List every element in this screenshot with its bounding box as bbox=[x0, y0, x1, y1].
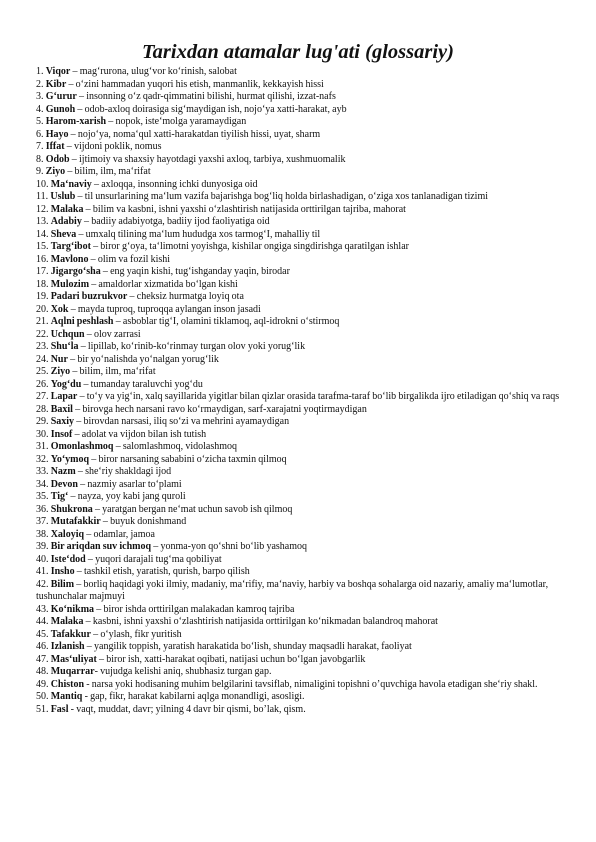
page-title: Tarixdan atamalar lug'ati (glossariy) bbox=[142, 41, 454, 63]
entry-definition: – til unsurlarining ma‘lum vazifa bajarishga bog‘liq holda birlashadigan, o‘ziga xos tanlanadigan tizimi bbox=[75, 191, 489, 202]
entry-definition: – biror ishda orttirilgan malakadan kamroq tajriba bbox=[94, 603, 295, 615]
entry-number: 38. bbox=[36, 528, 49, 540]
entry-number: 20. bbox=[36, 303, 49, 315]
entry-term: Xok bbox=[50, 303, 69, 315]
entry-term: Bilim bbox=[50, 578, 75, 590]
entry-number: 47. bbox=[36, 653, 49, 665]
glossary-entry bbox=[36, 91, 560, 104]
entry-number: 41. bbox=[36, 566, 49, 577]
entry-number: 5. bbox=[36, 116, 44, 127]
entry-term: Tafakkur bbox=[50, 628, 91, 640]
entry-definition: – she‘riy shakldagi ijod bbox=[75, 466, 172, 477]
entry-definition: – bir yo‘nalishda yo‘nalgan yorug‘lik bbox=[67, 353, 219, 365]
entry-term: Insho bbox=[50, 566, 75, 577]
entry-term: Malaka bbox=[50, 616, 84, 627]
entry-definition: – umxalq tilining ma‘lum hududga xos tarmog‘I, mahalliy til bbox=[76, 228, 321, 240]
entry-term: Odob bbox=[45, 153, 70, 165]
glossary-entry bbox=[36, 141, 560, 154]
entry-number: 44. bbox=[36, 616, 49, 627]
entry-number: 37. bbox=[36, 516, 49, 527]
glossary-entry bbox=[36, 216, 560, 229]
glossary-entry bbox=[36, 666, 560, 679]
entry-term: Hayo bbox=[45, 128, 69, 140]
glossary-entry bbox=[36, 166, 560, 179]
entry-term: Jigargo‘sha bbox=[50, 266, 101, 277]
entry-number: 21. bbox=[36, 316, 49, 327]
entry-number: 16. bbox=[36, 253, 49, 265]
glossary-entry bbox=[36, 316, 560, 329]
glossary-entry bbox=[36, 366, 560, 379]
entry-definition: – insonning o‘z qadr-qimmatini bilishi, hurmat qilishi, izzat-nafs bbox=[76, 91, 336, 102]
glossary-entry bbox=[36, 204, 560, 217]
glossary-entry bbox=[36, 416, 560, 429]
glossary-entry bbox=[36, 154, 560, 167]
glossary-entry bbox=[36, 266, 560, 279]
glossary-entry bbox=[36, 466, 560, 479]
entry-definition: – adolat va vijdon bilan ish tutish bbox=[72, 428, 207, 440]
entry-definition: – nojo‘ya, noma‘qul xatti-harakatdan tiyilish hissi, uyat, sharm bbox=[68, 128, 321, 140]
entry-definition: – biror narsaning sababini o‘zicha taxmin qilmoq bbox=[89, 453, 287, 465]
entry-definition: - vaqt, muddat, davr; yilning 4 davr bir qismi, bo’lak, qism. bbox=[68, 703, 306, 715]
entry-definition: – to‘y va yig‘in, xalq sayillarida yigitlar bilan qizlar orasida tarafma-taraf bo‘lib birgalikda ijro etiladigan qo‘shiq va raqs bbox=[77, 391, 560, 402]
glossary-entry bbox=[36, 529, 560, 542]
entry-definition: – badiiy adabiyotga, badiiy ijod faoliyatiga oid bbox=[81, 216, 270, 227]
glossary-entry bbox=[36, 379, 560, 392]
entry-term: Shukrona bbox=[50, 503, 93, 515]
entry-definition: – buyuk donishmand bbox=[100, 516, 187, 527]
glossary-entry bbox=[36, 679, 560, 692]
entry-definition: – salomlashmoq, vidolashmoq bbox=[113, 441, 238, 452]
entry-number: 48. bbox=[36, 666, 49, 677]
entry-definition: – amaldorlar xizmatida bo‘lgan kishi bbox=[89, 278, 238, 290]
entry-number: 17. bbox=[36, 266, 49, 277]
entry-term: Omonlashmoq bbox=[50, 441, 114, 452]
entry-definition: – lipillab, ko‘rinib-ko‘rinmay turgan olov yoki yorug‘lik bbox=[78, 341, 306, 352]
entry-number: 14. bbox=[36, 228, 49, 240]
entry-definition: – olov zarrasi bbox=[84, 328, 141, 340]
entry-definition: - vujudga kelishi aniq, shubhasiz turgan gap. bbox=[94, 666, 272, 677]
entry-definition: – mayda tuproq, tuproqqa aylangan inson jasadi bbox=[68, 303, 261, 315]
glossary-entry bbox=[36, 191, 560, 204]
entry-term: Targ‘ibot bbox=[50, 241, 91, 252]
entry-term: Ziyo bbox=[45, 166, 66, 177]
entry-number: 39. bbox=[36, 541, 49, 552]
glossary-list bbox=[36, 66, 560, 716]
entry-number: 33. bbox=[36, 466, 49, 477]
entry-definition: – eng yaqin kishi, tug‘ishganday yaqin, birodar bbox=[100, 266, 290, 277]
entry-definition: – nayza, yoy kabi jang quroli bbox=[68, 491, 186, 502]
entry-term: Padari buzrukvor bbox=[50, 291, 128, 302]
glossary-entry bbox=[36, 66, 560, 79]
entry-term: Chiston bbox=[50, 678, 85, 690]
entry-term: Devon bbox=[50, 478, 78, 490]
entry-term: Gunoh bbox=[45, 103, 76, 115]
glossary-entry bbox=[36, 79, 560, 92]
entry-definition: – yangilik toppish, yaratish harakatida bo‘lish, shunday maqsadli harakat, faoliyat bbox=[84, 641, 412, 652]
entry-number: 28. bbox=[36, 403, 49, 415]
entry-number: 27. bbox=[36, 391, 49, 402]
entry-number: 10. bbox=[36, 178, 49, 190]
entry-number: 34. bbox=[36, 478, 49, 490]
entry-term: Viqor bbox=[45, 66, 71, 77]
glossary-entry bbox=[36, 341, 560, 354]
entry-number: 11. bbox=[36, 191, 49, 202]
glossary-entry bbox=[36, 241, 560, 254]
entry-definition: – mag‘rurona, ulug‘vor ko‘rinish, salobat bbox=[70, 66, 237, 77]
entry-number: 8. bbox=[36, 153, 44, 165]
entry-definition: – odamlar, jamoa bbox=[84, 528, 155, 540]
glossary-entry bbox=[36, 454, 560, 467]
entry-number: 36. bbox=[36, 503, 49, 515]
entry-definition: – bilim, ilm, ma‘rifat bbox=[70, 366, 156, 377]
glossary-entry bbox=[36, 354, 560, 367]
entry-term: Muqarrar bbox=[50, 666, 95, 677]
glossary-entry bbox=[36, 541, 560, 554]
entry-term: Mulozim bbox=[50, 278, 90, 290]
entry-number: 9. bbox=[36, 166, 44, 177]
glossary-entry bbox=[36, 329, 560, 342]
entry-number: 4. bbox=[36, 103, 44, 115]
entry-definition: – yaratgan bergan ne‘mat uchun savob ish qilmoq bbox=[92, 503, 293, 515]
entry-term: Xaloyiq bbox=[50, 528, 85, 540]
entry-term: Ma‘naviy bbox=[50, 178, 92, 190]
entry-number: 35. bbox=[36, 491, 49, 502]
entry-definition: – o‘ylash, fikr yuritish bbox=[90, 628, 182, 640]
entry-term: Ko‘nikma bbox=[50, 603, 95, 615]
entry-term: Nur bbox=[50, 353, 68, 365]
entry-number: 40. bbox=[36, 553, 49, 565]
entry-term: Yog‘du bbox=[50, 378, 82, 390]
entry-definition: – o‘zini hammadan yuqori his etish, manmanlik, kekkayish hissi bbox=[66, 78, 324, 90]
entry-definition: – axloqqa, insonning ichki dunyosiga oid bbox=[91, 178, 258, 190]
entry-number: 2. bbox=[36, 78, 44, 90]
entry-term: Uslub bbox=[50, 191, 76, 202]
glossary-entry bbox=[36, 404, 560, 417]
entry-number: 3. bbox=[36, 91, 44, 102]
entry-term: Mutafakkir bbox=[50, 516, 101, 527]
entry-definition: – bilim va kasbni, ishni yaxshi o‘zlashtirish natijasida orttirilgan tajriba, mahorat bbox=[83, 203, 406, 215]
entry-term: Iffat bbox=[45, 141, 65, 152]
entry-number: 19. bbox=[36, 291, 49, 302]
entry-term: Sheva bbox=[50, 228, 77, 240]
glossary-entry bbox=[36, 616, 560, 629]
entry-number: 43. bbox=[36, 603, 49, 615]
entry-number: 6. bbox=[36, 128, 44, 140]
entry-definition: – yuqori darajali tug‘ma qobiliyat bbox=[85, 553, 222, 565]
entry-definition: – biror ish, xatti-harakat oqibati, natijasi uchun bo‘lgan javobgarlik bbox=[96, 653, 366, 665]
glossary-entry bbox=[36, 554, 560, 567]
entry-term: Mavlono bbox=[50, 253, 89, 265]
glossary-entry bbox=[36, 254, 560, 267]
glossary-entry bbox=[36, 479, 560, 492]
glossary-entry bbox=[36, 129, 560, 142]
entry-number: 12. bbox=[36, 203, 49, 215]
entry-definition: – kasbni, ishni yaxshi o‘zlashtirish natijasida orttirilgan ko‘nikmadan balandroq mahorat bbox=[83, 616, 438, 627]
entry-term: Iste‘dod bbox=[50, 553, 86, 565]
entry-definition: – olim va fozil kishi bbox=[88, 253, 171, 265]
entry-term: Fasl bbox=[50, 703, 69, 715]
entry-number: 42. bbox=[36, 578, 49, 590]
entry-number: 26. bbox=[36, 378, 49, 390]
entry-number: 30. bbox=[36, 428, 49, 440]
entry-term: Ziyo bbox=[50, 366, 71, 377]
entry-number: 24. bbox=[36, 353, 49, 365]
glossary-entry bbox=[36, 104, 560, 117]
glossary-entry bbox=[36, 516, 560, 529]
entry-definition: – vijdoni poklik, nomus bbox=[64, 141, 162, 152]
entry-term: Yo‘ymoq bbox=[50, 453, 90, 465]
glossary-entry bbox=[36, 641, 560, 654]
entry-number: 1. bbox=[36, 66, 44, 77]
glossary-entry bbox=[36, 654, 560, 667]
glossary-entry bbox=[36, 629, 560, 642]
entry-term: Uchqun bbox=[50, 328, 85, 340]
entry-term: Kibr bbox=[45, 78, 67, 90]
entry-term: Baxil bbox=[50, 403, 73, 415]
glossary-entry bbox=[36, 441, 560, 454]
glossary-entry bbox=[36, 504, 560, 517]
entry-term: Shu‘la bbox=[50, 341, 79, 352]
entry-term: Tig‘ bbox=[50, 491, 69, 502]
entry-term: Saxiy bbox=[50, 416, 75, 427]
entry-number: 32. bbox=[36, 453, 49, 465]
entry-definition: - gap, fikr, harakat kabilarni aqlga monandligi, asosligi. bbox=[82, 691, 305, 702]
glossary-entry bbox=[36, 604, 560, 617]
glossary-entry bbox=[36, 304, 560, 317]
glossary-entry bbox=[36, 116, 560, 129]
entry-number: 23. bbox=[36, 341, 49, 352]
entry-definition: – asboblar tig‘I, olamini tiklamoq, aql-idrokni o‘stirmoq bbox=[113, 316, 340, 327]
entry-definition: – birovga hech narsani ravo ko‘rmaydigan, sarf-xarajatni yoqtirmaydigan bbox=[72, 403, 367, 415]
entry-definition: – borliq haqidagi yoki ilmiy, madaniy, ma‘rifiy, ma‘naviy, harbiy va boshqa sohalarga oid nazariy, amaliy ma‘lumotlar, tushunchalar majmuyi bbox=[36, 578, 549, 602]
entry-number: 46. bbox=[36, 641, 49, 652]
entry-number: 13. bbox=[36, 216, 49, 227]
entry-number: 29. bbox=[36, 416, 49, 427]
entry-definition: – cheksiz hurmatga loyiq ota bbox=[127, 291, 244, 302]
glossary-entry bbox=[36, 691, 560, 704]
entry-number: 15. bbox=[36, 241, 49, 252]
entry-term: Mas‘uliyat bbox=[50, 653, 97, 665]
entry-definition: – nazmiy asarlar to‘plami bbox=[77, 478, 182, 490]
entry-definition: – yonma-yon qo‘shni bo‘lib yashamoq bbox=[151, 541, 308, 552]
glossary-entry bbox=[36, 491, 560, 504]
entry-number: 18. bbox=[36, 278, 49, 290]
entry-term: Aqlni peshlash bbox=[50, 316, 114, 327]
entry-number: 22. bbox=[36, 328, 49, 340]
entry-number: 50. bbox=[36, 691, 49, 702]
entry-definition: – bilim, ilm, ma‘rifat bbox=[65, 166, 151, 177]
glossary-entry bbox=[36, 291, 560, 304]
glossary-entry bbox=[36, 229, 560, 242]
entry-term: G‘urur bbox=[45, 91, 77, 102]
entry-term: Adabiy bbox=[50, 216, 82, 227]
entry-term: Harom-xarish bbox=[45, 116, 107, 127]
entry-number: 51. bbox=[36, 703, 49, 715]
entry-number: 45. bbox=[36, 628, 49, 640]
glossary-entry bbox=[36, 579, 560, 604]
entry-term: Nazm bbox=[50, 466, 76, 477]
entry-definition: – nopok, iste‘molga yaramaydigan bbox=[106, 116, 247, 127]
entry-definition: – biror g‘oya, ta‘limotni yoyishga, kishilar ongiga singdirishga qaratilgan ishlar bbox=[90, 241, 409, 252]
entry-number: 31. bbox=[36, 441, 49, 452]
entry-number: 7. bbox=[36, 141, 44, 152]
entry-definition: - narsa yoki hodisaning muhim belgilarini tavsiflab, nimaligini topishni o’quvchiga havola etadigan she‘riy shakl. bbox=[84, 678, 538, 690]
entry-term: Lapar bbox=[50, 391, 78, 402]
entry-definition: – tumanday taraluvchi yog‘du bbox=[81, 378, 203, 390]
glossary-entry bbox=[36, 391, 560, 404]
entry-definition: – birovdan narsasi, iliq so‘zi va mehrini ayamaydigan bbox=[74, 416, 290, 427]
glossary-entry bbox=[36, 704, 560, 717]
glossary-entry bbox=[36, 566, 560, 579]
entry-term: Izlanish bbox=[50, 641, 85, 652]
entry-number: 49. bbox=[36, 678, 49, 690]
entry-term: Bir ariqdan suv ichmoq bbox=[50, 541, 152, 552]
entry-definition: – tashkil etish, yaratish, qurish, barpo qilish bbox=[74, 566, 250, 577]
glossary-entry bbox=[36, 429, 560, 442]
entry-number: 25. bbox=[36, 366, 49, 377]
entry-term: Mantiq bbox=[50, 691, 83, 702]
entry-term: Insof bbox=[50, 428, 73, 440]
entry-definition: – odob-axloq doirasiga sig‘maydigan ish, nojo‘ya xatti-harakat, ayb bbox=[75, 103, 347, 115]
entry-definition: – ijtimoiy va shaxsiy hayotdagi yaxshi axloq, tarbiya, xushmuomalik bbox=[69, 153, 346, 165]
entry-term: Malaka bbox=[50, 203, 84, 215]
glossary-entry bbox=[36, 179, 560, 192]
glossary-entry bbox=[36, 279, 560, 292]
